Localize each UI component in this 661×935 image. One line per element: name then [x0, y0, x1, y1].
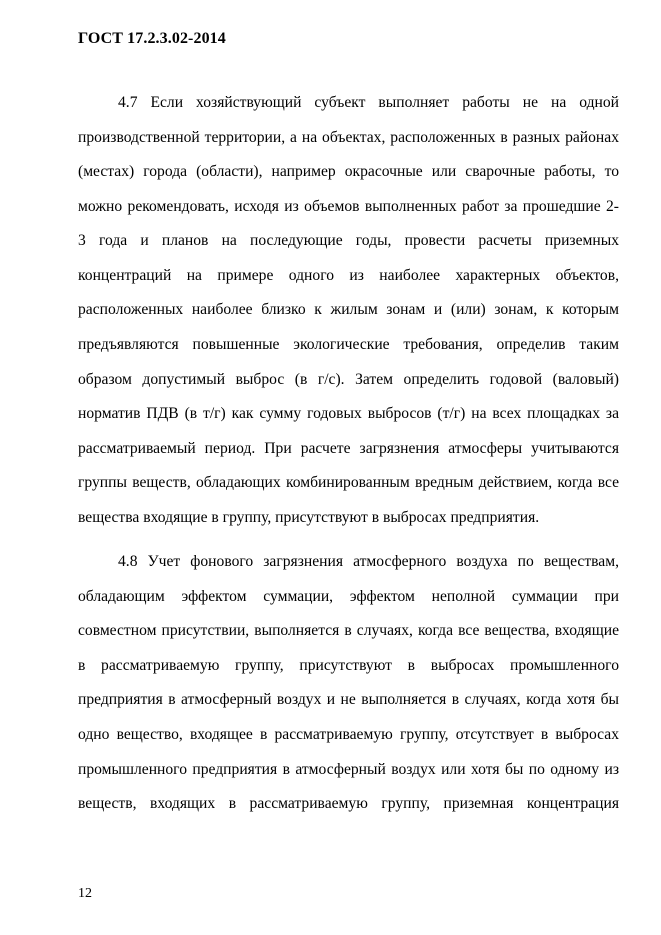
text-line: производственной территории, а на объектах, расположенных в разных районах — [78, 129, 619, 146]
page-number: 12 — [78, 886, 92, 901]
text-line: образом допустимый выброс (в г/с). Затем определить годовой (валовый) — [78, 371, 619, 388]
text-line: (местах) города (области), например окрасочные или сварочные работы, то — [78, 163, 619, 180]
text-line: предприятия в атмосферный воздух и не выполняется в случаях, когда хотя бы — [78, 691, 619, 708]
text-line: можно рекомендовать, исходя из объемов выполненных работ за прошедшие 2- — [78, 198, 619, 215]
document-header: ГОСТ 17.2.3.02-2014 — [78, 30, 226, 47]
text-line: одно вещество, входящее в рассматриваемую группу, отсутствует в выбросах — [78, 726, 619, 743]
text-line: промышленного предприятия в атмосферный воздух или хотя бы по одному из — [78, 761, 619, 778]
text-line: предъявляются повышенные экологические требования, определив таким — [78, 336, 619, 353]
text-line: 3 года и планов на последующие годы, провести расчеты приземных — [78, 232, 619, 249]
text-line: в рассматриваемую группу, присутствуют в выбросах промышленного — [78, 657, 619, 674]
text-line: расположенных наиболее близко к жилым зонам и (или) зонам, к которым — [78, 301, 619, 318]
text-line: вещества входящие в группу, присутствуют в выбросах предприятия. — [78, 509, 540, 526]
text-line: веществ, входящих в рассматриваемую группу, приземная концентрация — [78, 795, 619, 812]
text-line: обладающим эффектом суммации, эффектом неполной суммации при — [78, 588, 619, 605]
text-line: группы веществ, обладающих комбинированным вредным действием, когда все — [78, 474, 619, 491]
text-line: совместном присутствии, выполняется в случаях, когда все вещества, входящие — [78, 622, 619, 639]
text-line: норматив ПДВ (в т/г) как сумму годовых выбросов (т/г) на всех площадках за — [78, 405, 619, 422]
text-line: концентраций на примере одного из наиболее характерных объектов, — [78, 267, 619, 284]
text-line: 4.8 Учет фонового загрязнения атмосферного воздуха по веществам, — [118, 553, 619, 570]
text-line: 4.7 Если хозяйствующий субъект выполняет работы не на одной — [118, 94, 619, 111]
text-line: рассматриваемый период. При расчете загрязнения атмосферы учитываются — [78, 440, 619, 457]
